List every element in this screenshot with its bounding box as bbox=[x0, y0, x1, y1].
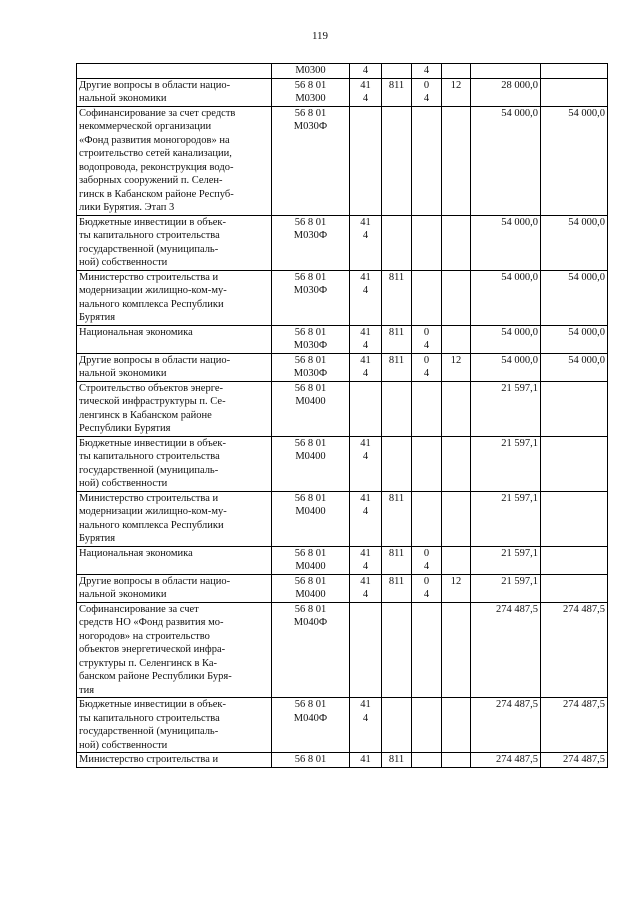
cell-line: 811 bbox=[388, 271, 405, 283]
cell-line: 41 bbox=[360, 437, 371, 449]
cell-line: Национальная экономика bbox=[79, 547, 193, 559]
cell-line: 4 bbox=[362, 451, 369, 462]
cell-amount-2020: 54 000,0 bbox=[471, 270, 541, 325]
cell-target-article bbox=[272, 698, 350, 753]
cell-line: строительство сетей канализации, bbox=[79, 148, 232, 159]
cell-ministry-code bbox=[382, 698, 412, 753]
cell-line: ленгинск в Кабанском районе bbox=[79, 409, 212, 421]
cell-amount-2021: 54 000,0 bbox=[541, 215, 608, 270]
cell-section bbox=[412, 753, 442, 768]
cell-amount-2020: 274 487,5 bbox=[471, 602, 541, 698]
cell-line: Бюджетные инвестиции в объек- bbox=[79, 216, 227, 228]
cell-program-code bbox=[350, 753, 382, 768]
cell-program-code bbox=[350, 574, 382, 602]
cell-amount-2021 bbox=[541, 546, 608, 574]
cell-line: банском районе Республики Буря- bbox=[79, 671, 232, 682]
cell-line: 4 bbox=[423, 561, 430, 572]
cell-section bbox=[412, 546, 442, 574]
cell-line: 41 bbox=[360, 79, 371, 91]
cell-section bbox=[412, 574, 442, 602]
cell-subsection bbox=[442, 381, 471, 436]
cell-section bbox=[412, 353, 442, 381]
table-row bbox=[77, 436, 608, 491]
cell-line: 0 bbox=[423, 547, 430, 559]
cell-line: Софинансирование за счет bbox=[79, 603, 199, 615]
cell-section bbox=[412, 325, 442, 353]
cell-section bbox=[412, 491, 442, 546]
cell-amount-2021: 54 000,0 bbox=[541, 106, 608, 215]
cell-line: ногородов» на строительство bbox=[79, 630, 210, 642]
cell-target-article bbox=[272, 436, 350, 491]
cell-amount-2021 bbox=[541, 381, 608, 436]
cell-target-article bbox=[272, 106, 350, 215]
cell-name bbox=[77, 491, 272, 546]
cell-line: Другие вопросы в области нацио- bbox=[79, 575, 231, 587]
cell-line: ты капитального строительства bbox=[79, 451, 220, 462]
cell-amount-2021: 274 487,5 bbox=[541, 698, 608, 753]
table-row bbox=[77, 546, 608, 574]
cell-line: 4 bbox=[362, 65, 369, 76]
cell-line: 4 bbox=[423, 93, 430, 104]
cell-line: тической инфраструктуры п. Се- bbox=[79, 396, 226, 407]
cell-ministry-code bbox=[382, 353, 412, 381]
page-number: 119 bbox=[311, 30, 329, 42]
cell-line: 56 8 01 bbox=[294, 271, 327, 283]
cell-line: Министерство строительства и bbox=[79, 754, 219, 765]
cell-line: 56 8 01 bbox=[294, 326, 327, 338]
cell-line: 811 bbox=[388, 354, 405, 366]
budget-table bbox=[76, 63, 608, 768]
cell-line: тия bbox=[79, 684, 95, 696]
table-body bbox=[77, 64, 608, 768]
table-row bbox=[77, 753, 608, 768]
cell-amount-2020: 21 597,1 bbox=[471, 546, 541, 574]
cell-line: ты капитального строительства bbox=[79, 712, 220, 724]
cell-line: 4 bbox=[362, 506, 369, 517]
cell-line: «Фонд развития моногородов» на bbox=[79, 134, 230, 146]
cell-target-article bbox=[272, 325, 350, 353]
cell-line: 4 bbox=[423, 368, 430, 379]
cell-line: 4 bbox=[423, 340, 430, 351]
cell-program-code bbox=[350, 78, 382, 106]
cell-name bbox=[77, 64, 272, 79]
cell-amount-2020: 28 000,0 bbox=[471, 78, 541, 106]
cell-target-article bbox=[272, 546, 350, 574]
cell-name bbox=[77, 753, 272, 768]
cell-line: М030Ф bbox=[293, 121, 328, 132]
cell-name bbox=[77, 353, 272, 381]
cell-line: нальной экономики bbox=[79, 93, 167, 104]
cell-subsection bbox=[442, 106, 471, 215]
cell-target-article bbox=[272, 78, 350, 106]
cell-amount-2020: 54 000,0 bbox=[471, 353, 541, 381]
cell-line: нальной экономики bbox=[79, 368, 167, 379]
cell-target-article bbox=[272, 491, 350, 546]
cell-line: нальной экономики bbox=[79, 589, 167, 600]
cell-line: государственной (муниципаль- bbox=[79, 726, 219, 737]
cell-amount-2020: 54 000,0 bbox=[471, 106, 541, 215]
cell-line: 41 bbox=[360, 754, 371, 765]
cell-subsection bbox=[442, 546, 471, 574]
cell-line: М040Ф bbox=[293, 712, 328, 724]
cell-line: М0400 bbox=[295, 506, 326, 517]
cell-section bbox=[412, 381, 442, 436]
cell-program-code bbox=[350, 215, 382, 270]
cell-line: 56 8 01 bbox=[294, 492, 327, 504]
cell-name bbox=[77, 574, 272, 602]
cell-line: Министерство строительства и bbox=[79, 271, 219, 283]
cell-line: М040Ф bbox=[293, 617, 328, 628]
cell-subsection bbox=[442, 436, 471, 491]
cell-line: государственной (муниципаль- bbox=[79, 243, 219, 255]
cell-ministry-code bbox=[382, 106, 412, 215]
cell-line: М0300 bbox=[295, 65, 326, 76]
cell-name bbox=[77, 78, 272, 106]
cell-amount-2021 bbox=[541, 574, 608, 602]
cell-ministry-code bbox=[382, 381, 412, 436]
cell-section bbox=[412, 78, 442, 106]
cell-line: гинск в Кабанском районе Респуб- bbox=[79, 188, 234, 200]
cell-line: Бурятия bbox=[79, 312, 116, 323]
cell-program-code bbox=[350, 546, 382, 574]
cell-line: нального комплекса Республики bbox=[79, 298, 224, 310]
cell-line: 56 8 01 bbox=[294, 107, 327, 119]
cell-subsection bbox=[442, 491, 471, 546]
cell-target-article bbox=[272, 64, 350, 79]
cell-line: ной) собственности bbox=[79, 478, 168, 489]
cell-line: Министерство строительства и bbox=[79, 492, 219, 504]
cell-line: 41 bbox=[360, 575, 371, 587]
cell-program-code bbox=[350, 602, 382, 698]
cell-line: 41 bbox=[360, 271, 371, 283]
cell-line: Другие вопросы в области нацио- bbox=[79, 354, 231, 366]
cell-line: 4 bbox=[362, 230, 369, 241]
cell-program-code bbox=[350, 64, 382, 79]
table-row bbox=[77, 325, 608, 353]
cell-program-code bbox=[350, 270, 382, 325]
table-row bbox=[77, 698, 608, 753]
cell-line: водопровода, реконструкция водо- bbox=[79, 161, 234, 173]
cell-line: 811 bbox=[388, 754, 405, 765]
cell-line: 4 bbox=[362, 368, 369, 379]
cell-line: Бюджетные инвестиции в объек- bbox=[79, 699, 227, 710]
cell-line: 4 bbox=[362, 285, 369, 296]
cell-amount-2021 bbox=[541, 491, 608, 546]
cell-line: М030Ф bbox=[293, 230, 328, 241]
cell-line: нального комплекса Республики bbox=[79, 519, 224, 531]
cell-ministry-code bbox=[382, 574, 412, 602]
cell-line: государственной (муниципаль- bbox=[79, 464, 219, 476]
table-row bbox=[77, 574, 608, 602]
cell-ministry-code bbox=[382, 491, 412, 546]
cell-program-code bbox=[350, 491, 382, 546]
cell-program-code bbox=[350, 353, 382, 381]
cell-amount-2021: 54 000,0 bbox=[541, 353, 608, 381]
cell-amount-2020 bbox=[471, 64, 541, 79]
cell-line: 56 8 01 bbox=[294, 437, 327, 449]
cell-line: Национальная экономика bbox=[79, 326, 193, 338]
cell-subsection bbox=[442, 753, 471, 768]
cell-line: М030Ф bbox=[293, 340, 328, 351]
cell-ministry-code bbox=[382, 602, 412, 698]
cell-line: М0300 bbox=[295, 93, 326, 104]
cell-line: 56 8 01 bbox=[294, 79, 327, 91]
table-row bbox=[77, 64, 608, 79]
cell-line: заборных сооружений п. Селен- bbox=[79, 175, 223, 186]
cell-line: 56 8 01 bbox=[294, 603, 327, 615]
cell-program-code bbox=[350, 106, 382, 215]
cell-subsection bbox=[442, 602, 471, 698]
cell-ministry-code bbox=[382, 436, 412, 491]
cell-name bbox=[77, 546, 272, 574]
cell-line: 4 bbox=[423, 589, 430, 600]
cell-line: 41 bbox=[360, 547, 371, 559]
cell-target-article bbox=[272, 353, 350, 381]
cell-name bbox=[77, 381, 272, 436]
cell-amount-2021 bbox=[541, 78, 608, 106]
cell-name bbox=[77, 602, 272, 698]
cell-program-code bbox=[350, 325, 382, 353]
cell-program-code bbox=[350, 436, 382, 491]
cell-line: 41 bbox=[360, 492, 371, 504]
cell-line: модернизации жилищно-ком-му- bbox=[79, 506, 227, 517]
cell-line: 56 8 01 bbox=[294, 699, 327, 710]
cell-line: М030Ф bbox=[293, 285, 328, 296]
cell-section bbox=[412, 436, 442, 491]
cell-line: 4 bbox=[362, 712, 369, 724]
cell-line: 56 8 01 bbox=[294, 382, 327, 394]
cell-line: М0400 bbox=[295, 451, 326, 462]
cell-line: 811 bbox=[388, 492, 405, 504]
cell-line: 56 8 01 bbox=[294, 547, 327, 559]
cell-subsection bbox=[442, 574, 471, 602]
cell-amount-2020: 274 487,5 bbox=[471, 698, 541, 753]
cell-ministry-code bbox=[382, 546, 412, 574]
cell-line: Республики Бурятия bbox=[79, 423, 171, 434]
cell-section bbox=[412, 106, 442, 215]
cell-line: М030Ф bbox=[293, 368, 328, 379]
cell-line: 811 bbox=[388, 575, 405, 587]
cell-amount-2021: 54 000,0 bbox=[541, 270, 608, 325]
cell-line: Софинансирование за счет средств bbox=[79, 107, 236, 119]
cell-line: лики Бурятия. Этап 3 bbox=[79, 202, 175, 213]
cell-line: 41 bbox=[360, 216, 371, 228]
table-row bbox=[77, 602, 608, 698]
cell-ministry-code bbox=[382, 78, 412, 106]
cell-line: 811 bbox=[388, 326, 405, 338]
cell-line: ной) собственности bbox=[79, 739, 168, 751]
cell-line: 0 bbox=[423, 575, 430, 587]
cell-line: Строительство объектов энерге- bbox=[79, 382, 224, 394]
cell-line: 0 bbox=[423, 354, 430, 366]
cell-amount-2021: 274 487,5 bbox=[541, 602, 608, 698]
cell-section bbox=[412, 698, 442, 753]
cell-subsection bbox=[442, 353, 471, 381]
cell-line: 4 bbox=[362, 561, 369, 572]
cell-line: 56 8 01 bbox=[294, 354, 327, 366]
cell-section bbox=[412, 270, 442, 325]
cell-amount-2020: 21 597,1 bbox=[471, 574, 541, 602]
cell-name bbox=[77, 325, 272, 353]
cell-amount-2020: 21 597,1 bbox=[471, 491, 541, 546]
cell-subsection bbox=[442, 325, 471, 353]
cell-subsection bbox=[442, 64, 471, 79]
cell-line: 56 8 01 bbox=[294, 575, 327, 587]
cell-target-article bbox=[272, 602, 350, 698]
cell-target-article bbox=[272, 215, 350, 270]
cell-amount-2020: 274 487,5 bbox=[471, 753, 541, 768]
cell-target-article bbox=[272, 270, 350, 325]
cell-ministry-code bbox=[382, 270, 412, 325]
table-row bbox=[77, 381, 608, 436]
cell-name bbox=[77, 436, 272, 491]
cell-amount-2020: 54 000,0 bbox=[471, 325, 541, 353]
cell-amount-2020: 21 597,1 bbox=[471, 381, 541, 436]
cell-subsection bbox=[442, 270, 471, 325]
cell-line: 41 bbox=[360, 699, 371, 710]
cell-amount-2021 bbox=[541, 64, 608, 79]
cell-line: средств НО «Фонд развития мо- bbox=[79, 617, 224, 628]
table-row bbox=[77, 78, 608, 106]
cell-line: М0400 bbox=[295, 396, 326, 407]
cell-line: ты капитального строительства bbox=[79, 230, 220, 241]
cell-line: 0 bbox=[423, 79, 430, 91]
cell-subsection bbox=[442, 215, 471, 270]
cell-subsection bbox=[442, 698, 471, 753]
cell-line: 41 bbox=[360, 354, 371, 366]
cell-line: 12 bbox=[450, 354, 462, 366]
cell-amount-2021 bbox=[541, 436, 608, 491]
cell-line: 0 bbox=[423, 326, 430, 338]
table-row bbox=[77, 491, 608, 546]
cell-subsection bbox=[442, 78, 471, 106]
cell-line: 4 bbox=[423, 65, 430, 76]
cell-line: Другие вопросы в области нацио- bbox=[79, 79, 231, 91]
cell-line: 56 8 01 bbox=[294, 216, 327, 228]
cell-target-article bbox=[272, 753, 350, 768]
cell-name bbox=[77, 215, 272, 270]
cell-target-article bbox=[272, 381, 350, 436]
cell-program-code bbox=[350, 698, 382, 753]
cell-line: М0400 bbox=[295, 589, 326, 600]
cell-line: 4 bbox=[362, 589, 369, 600]
cell-ministry-code bbox=[382, 325, 412, 353]
cell-line: 12 bbox=[450, 79, 462, 91]
cell-amount-2020: 21 597,1 bbox=[471, 436, 541, 491]
cell-amount-2020: 54 000,0 bbox=[471, 215, 541, 270]
cell-program-code bbox=[350, 381, 382, 436]
cell-amount-2021: 274 487,5 bbox=[541, 753, 608, 768]
cell-line: объектов энергетической инфра- bbox=[79, 644, 226, 655]
cell-line: Бюджетные инвестиции в объек- bbox=[79, 437, 227, 449]
cell-section bbox=[412, 602, 442, 698]
cell-ministry-code bbox=[382, 64, 412, 79]
table-row bbox=[77, 353, 608, 381]
cell-line: структуры п. Селенгинск в Ка- bbox=[79, 657, 218, 669]
cell-line: 12 bbox=[450, 575, 462, 587]
cell-amount-2021: 54 000,0 bbox=[541, 325, 608, 353]
cell-target-article bbox=[272, 574, 350, 602]
cell-line: 41 bbox=[360, 326, 371, 338]
cell-name bbox=[77, 270, 272, 325]
cell-line: 4 bbox=[362, 340, 369, 351]
cell-line: 56 8 01 bbox=[294, 754, 327, 765]
cell-line: М0400 bbox=[295, 561, 326, 572]
table-row bbox=[77, 215, 608, 270]
table-row bbox=[77, 270, 608, 325]
cell-line: ной) собственности bbox=[79, 257, 168, 268]
cell-ministry-code bbox=[382, 753, 412, 768]
cell-name bbox=[77, 698, 272, 753]
cell-ministry-code bbox=[382, 215, 412, 270]
cell-line: модернизации жилищно-ком-му- bbox=[79, 285, 227, 296]
table-row bbox=[77, 106, 608, 215]
cell-line: некоммерческой организации bbox=[79, 121, 212, 132]
cell-line: 4 bbox=[362, 93, 369, 104]
cell-name bbox=[77, 106, 272, 215]
cell-section bbox=[412, 64, 442, 79]
cell-line: 811 bbox=[388, 547, 405, 559]
cell-line: Бурятия bbox=[79, 533, 116, 544]
cell-section bbox=[412, 215, 442, 270]
cell-line: 811 bbox=[388, 79, 405, 91]
